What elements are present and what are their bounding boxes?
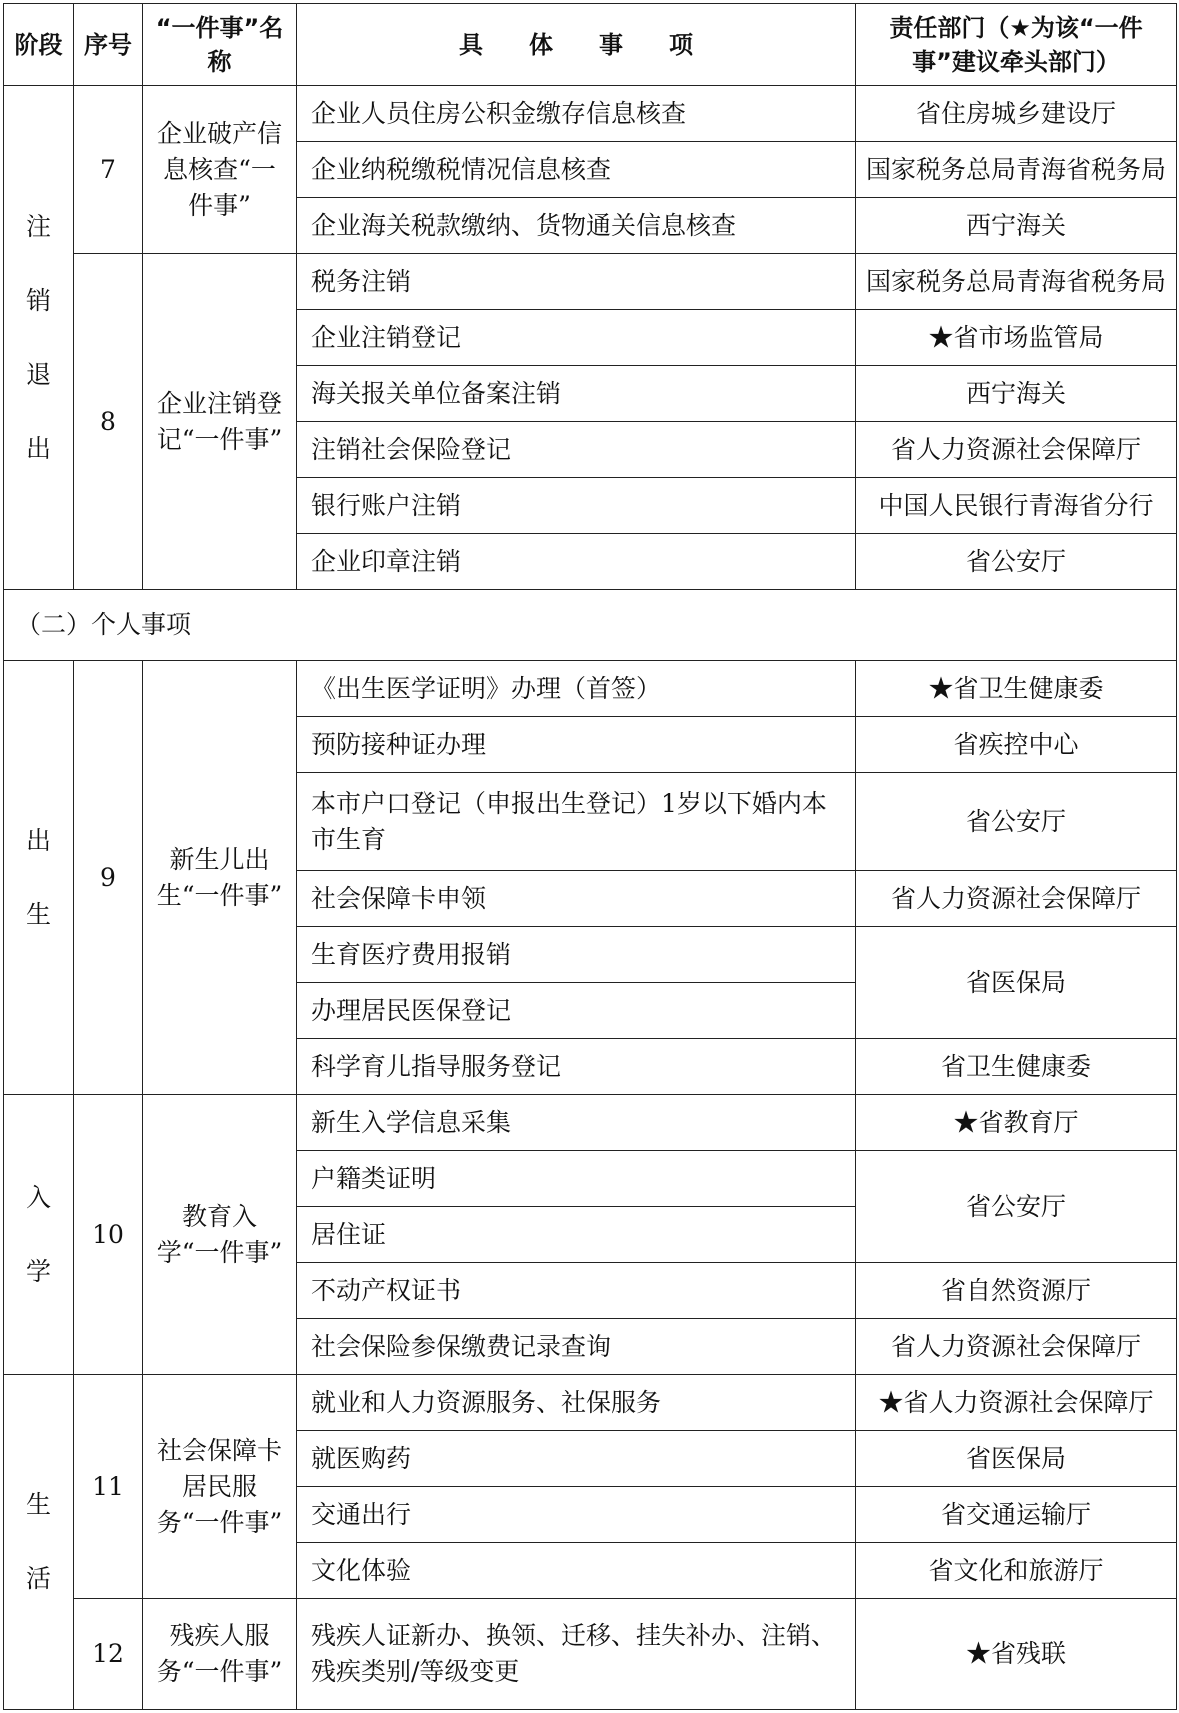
item-cell: 海关报关单位备案注销	[297, 366, 856, 422]
stage-cell: 入 学	[4, 1095, 74, 1375]
dept-cell: 省人力资源社会保障厅	[856, 422, 1177, 478]
item-cell: 社会保障卡申领	[297, 871, 856, 927]
item-cell: 银行账户注销	[297, 478, 856, 534]
name-cell: 企业破产信息核查“一件事”	[143, 86, 297, 254]
dept-cell: 省住房城乡建设厅	[856, 86, 1177, 142]
dept-cell: 省医保局	[856, 1431, 1177, 1487]
stage-cell: 注 销 退 出	[4, 86, 74, 590]
item-cell: 科学育儿指导服务登记	[297, 1039, 856, 1095]
item-cell: 生育医疗费用报销	[297, 927, 856, 983]
name-cell: 残疾人服务“一件事”	[143, 1599, 297, 1710]
item-cell: 预防接种证办理	[297, 717, 856, 773]
item-cell: 企业人员住房公积金缴存信息核查	[297, 86, 856, 142]
item-cell: 社会保险参保缴费记录查询	[297, 1319, 856, 1375]
no-cell: 12	[74, 1599, 143, 1710]
no-cell: 8	[74, 254, 143, 590]
table-row	[4, 254, 1177, 310]
dept-cell: 省疾控中心	[856, 717, 1177, 773]
dept-cell: 省医保局	[856, 927, 1177, 1039]
item-cell: 企业纳税缴税情况信息核查	[297, 142, 856, 198]
dept-cell: 西宁海关	[856, 366, 1177, 422]
item-cell: 残疾人证新办、换领、迁移、挂失补办、注销、残疾类别/等级变更	[297, 1599, 856, 1710]
stage-cell: 出 生	[4, 661, 74, 1095]
header-stage: 阶段	[4, 4, 74, 86]
dept-cell: ★省人力资源社会保障厅	[856, 1375, 1177, 1431]
dept-cell: ★省卫生健康委	[856, 661, 1177, 717]
table-row	[4, 86, 1177, 142]
dept-cell: 省交通运输厅	[856, 1487, 1177, 1543]
no-cell: 9	[74, 661, 143, 1095]
one-thing-table	[3, 3, 1177, 1710]
table-row	[4, 1375, 1177, 1431]
dept-cell: 省人力资源社会保障厅	[856, 1319, 1177, 1375]
item-cell: 企业印章注销	[297, 534, 856, 590]
no-cell: 7	[74, 86, 143, 254]
item-cell: 就业和人力资源服务、社保服务	[297, 1375, 856, 1431]
dept-cell: 省卫生健康委	[856, 1039, 1177, 1095]
table-row	[4, 661, 1177, 717]
item-cell: 新生入学信息采集	[297, 1095, 856, 1151]
section-row	[4, 590, 1177, 661]
stage-cell: 生 活	[4, 1375, 74, 1710]
header-no: 序号	[74, 4, 143, 86]
item-cell: 《出生医学证明》办理（首签）	[297, 661, 856, 717]
header-item: 具体事项	[297, 4, 856, 86]
dept-cell: 省公安厅	[856, 534, 1177, 590]
no-cell: 10	[74, 1095, 143, 1375]
dept-cell: ★省市场监管局	[856, 310, 1177, 366]
dept-cell: 国家税务总局青海省税务局	[856, 254, 1177, 310]
dept-cell: 省文化和旅游厅	[856, 1543, 1177, 1599]
item-cell: 不动产权证书	[297, 1263, 856, 1319]
dept-cell: 西宁海关	[856, 198, 1177, 254]
dept-cell: 国家税务总局青海省税务局	[856, 142, 1177, 198]
name-cell: 企业注销登记“一件事”	[143, 254, 297, 590]
item-cell: 企业注销登记	[297, 310, 856, 366]
dept-cell: 省自然资源厅	[856, 1263, 1177, 1319]
dept-cell: ★省教育厅	[856, 1095, 1177, 1151]
item-cell: 本市户口登记（申报出生登记）1岁以下婚内本市生育	[297, 773, 856, 871]
item-cell: 户籍类证明	[297, 1151, 856, 1207]
item-cell: 交通出行	[297, 1487, 856, 1543]
item-cell: 就医购药	[297, 1431, 856, 1487]
header-dept: 责任部门（★为该“一件事”建议牵头部门）	[856, 4, 1177, 86]
item-cell: 办理居民医保登记	[297, 983, 856, 1039]
item-cell: 文化体验	[297, 1543, 856, 1599]
item-cell: 税务注销	[297, 254, 856, 310]
name-cell: 教育入学“一件事”	[143, 1095, 297, 1375]
table-row	[4, 1095, 1177, 1151]
item-cell: 居住证	[297, 1207, 856, 1263]
name-cell: 新生儿出生“一件事”	[143, 661, 297, 1095]
header-row	[4, 4, 1177, 86]
item-cell: 企业海关税款缴纳、货物通关信息核查	[297, 198, 856, 254]
section-title: （二）个人事项	[4, 590, 1177, 661]
no-cell: 11	[74, 1375, 143, 1599]
dept-cell: 中国人民银行青海省分行	[856, 478, 1177, 534]
dept-cell: ★省残联	[856, 1599, 1177, 1710]
name-cell: 社会保障卡居民服务“一件事”	[143, 1375, 297, 1599]
dept-cell: 省公安厅	[856, 1151, 1177, 1263]
table-row	[4, 1599, 1177, 1710]
dept-cell: 省公安厅	[856, 773, 1177, 871]
header-name: “一件事”名称	[143, 4, 297, 86]
dept-cell: 省人力资源社会保障厅	[856, 871, 1177, 927]
item-cell: 注销社会保险登记	[297, 422, 856, 478]
